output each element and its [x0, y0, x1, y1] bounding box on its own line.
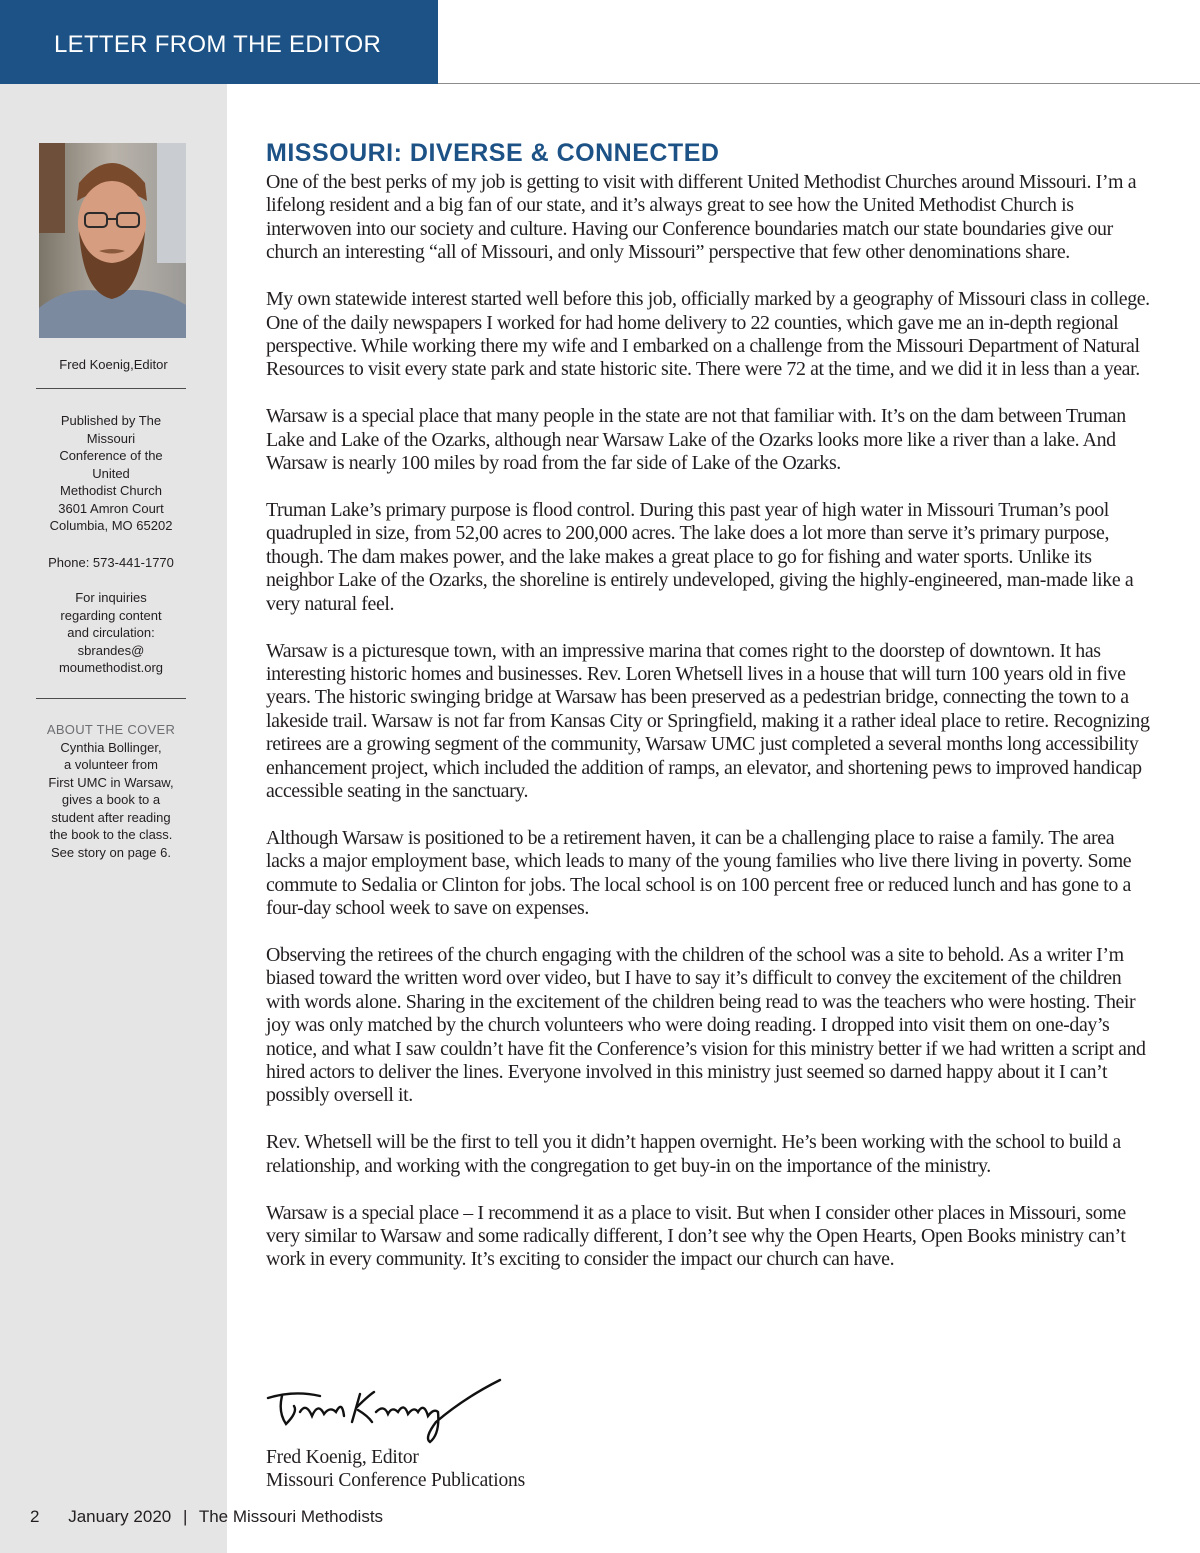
- header-rule: [438, 83, 1200, 84]
- publisher-info: [26, 412, 196, 535]
- article: [266, 138, 1156, 1295]
- cover-line: a volunteer from: [64, 757, 158, 772]
- publication-name: The Missouri Methodists: [198, 1507, 384, 1526]
- article-paragraph: One of the best perks of my job is getting to visit with different United Methodist Churches around Missouri. I’m a lifelong resident and a big fan of our state, and it’s always great to see how the United Methodist Church is interwoven into our society and culture. Having our Conference boundaries match our state boundaries give our church an interesting “all of Missouri, and only Missouri” perspective that few other denominations share.: [266, 171, 1137, 264]
- inquiries-email-line: sbrandes@: [77, 642, 145, 658]
- cover-line: student after reading: [51, 809, 171, 825]
- phone-number: Phone: 573-441-1770: [48, 555, 174, 570]
- publisher-line: Missouri: [86, 430, 136, 446]
- signoff-name: Fred Koenig, Editor: [266, 1447, 419, 1468]
- article-headline: MISSOURI: DIVERSE & CONNECTED: [266, 139, 720, 167]
- about-the-cover: [20, 721, 202, 861]
- article-paragraph: Warsaw is a special place – I recommend it as a place to visit. But when I consider other places in Missouri, some very similar to Warsaw and some radically different, I don’t see why the Open Hearts, Open Books ministry can’t work in every community. It’s exciting to consider the impact our church can have.: [266, 1201, 1126, 1271]
- signoff-organization: Missouri Conference Publications: [266, 1470, 525, 1491]
- publisher-line: Published by The: [60, 413, 162, 428]
- cover-line: First UMC in Warsaw,: [48, 774, 174, 790]
- inquiries-line: For inquiries: [75, 590, 147, 605]
- section-title: LETTER FROM THE EDITOR: [54, 31, 382, 58]
- article-paragraph: Rev. Whetsell will be the first to tell you it didn’t happen overnight. He’s been working with the school to build a relationship, and working with the congregation to get buy-in on the importance of the ministry.: [266, 1131, 1121, 1177]
- publisher-line: Columbia, MO 65202: [49, 518, 173, 533]
- photo-caption: Fred Koenig,Editor: [59, 357, 168, 372]
- publisher-line: United: [92, 465, 130, 481]
- page-footer: [30, 1507, 383, 1527]
- article-paragraph: Warsaw is a special place that many people in the state are not that familiar with. It’s on the dam between Truman Lake and Lake of the Ozarks, although near Warsaw Lake of the Ozarks looks more like a river than a lake. And Warsaw is nearly 100 miles by road from the far side of Lake of the Ozarks.: [266, 405, 1126, 475]
- cover-line: gives a book to a: [61, 792, 161, 807]
- inquiries-info: [26, 589, 196, 677]
- cover-line: See story on page 6.: [51, 844, 171, 860]
- issue-date: January 2020: [68, 1507, 172, 1526]
- publisher-line: Conference of the: [59, 448, 163, 463]
- cover-heading: ABOUT THE COVER: [46, 722, 176, 737]
- footer-separator: |: [182, 1507, 188, 1526]
- inquiries-line: and circulation:: [67, 625, 155, 640]
- header-bar: [0, 0, 438, 84]
- article-body: [266, 171, 1156, 1272]
- cover-line: the book to the class.: [49, 827, 173, 842]
- sidebar-divider: [36, 388, 186, 389]
- article-paragraph: Truman Lake’s primary purpose is flood control. During this past year of high water in Missouri Truman’s pool quadrupled in size, from 52,00 acres to 200,000 acres. The lake does a lot more than serve it’s primary purpose, though. The dam makes power, and the lake makes a great place to go for fishing and water sports. Unlike its neighbor Lake of the Ozarks, the shoreline is entirely undeveloped, giving the highly-engineered, man-made like a very natural feel.: [266, 498, 1134, 615]
- publisher-line: Methodist Church: [60, 483, 162, 498]
- sidebar-divider: [36, 698, 186, 699]
- editor-photo: [39, 143, 186, 338]
- article-paragraph: Although Warsaw is positioned to be a retirement haven, it can be a challenging place to raise a family. The area lacks a major employment base, which leads to many of the young families who live there living in poverty. Some commute to Sedalia or Clinton for jobs. The local school is on 100 percent free or reduced lunch and has gone to a four-day school week to save on expenses.: [266, 826, 1132, 920]
- cover-line: Cynthia Bollinger,: [60, 739, 162, 755]
- article-paragraph: Observing the retirees of the church engaging with the children of the school was a site to behold. As a writer I’m biased toward the written word over video, but I have to say it’s difficult to convey the excitement of the children with words alone. Sharing in the excitement of the children being read to was the teachers who were hosting. Their joy was only matched by the church volunteers who were doing reading. I dropped into visit them on one-day’s notice, and what I saw couldn’t have fit the Conference’s vision for this ministry better if we had written a script and hired actors to deliver the lines. Everyone involved in this ministry just seemed so darned happy about it I can’t possibly oversell it.: [266, 943, 1146, 1107]
- article-paragraph: My own statewide interest started well before this job, officially marked by a geography of Missouri class in college. One of the daily newspapers I worked for had home delivery to 22 counties, which gave me an in-depth regional perspective. While working there my wife and I embarked on a challenge from the Missouri Department of Natural Resources to visit every state park and state historic site. There were 72 at the time, and we did it in less than a year.: [266, 288, 1150, 381]
- article-paragraph: Warsaw is a picturesque town, with an impressive marina that comes right to the doorstep of downtown. It has interesting historic homes and businesses. Rev. Loren Whetsell lives in a house that will turn 100 years old in five years. The historic swinging bridge at Warsaw has been preserved as a pedestrian bridge, connecting the town to a lakeside trail. Warsaw is not far from Kansas City or Springfield, making it a rather ideal place to retire. Recognizing retirees are a growing segment of the community, Warsaw UMC just completed a several months long accessibility enhancement project, which included the addition of ramps, an elevator, and shortening pews to improved handicap accessible seating in the sanctuary.: [266, 639, 1150, 802]
- inquiries-line: regarding content: [60, 607, 162, 623]
- handwritten-signature: [264, 1372, 504, 1448]
- publisher-line: 3601 Amron Court: [58, 500, 164, 516]
- inquiries-email-line: moumethodist.org: [58, 660, 164, 675]
- page-number: 2: [30, 1507, 40, 1526]
